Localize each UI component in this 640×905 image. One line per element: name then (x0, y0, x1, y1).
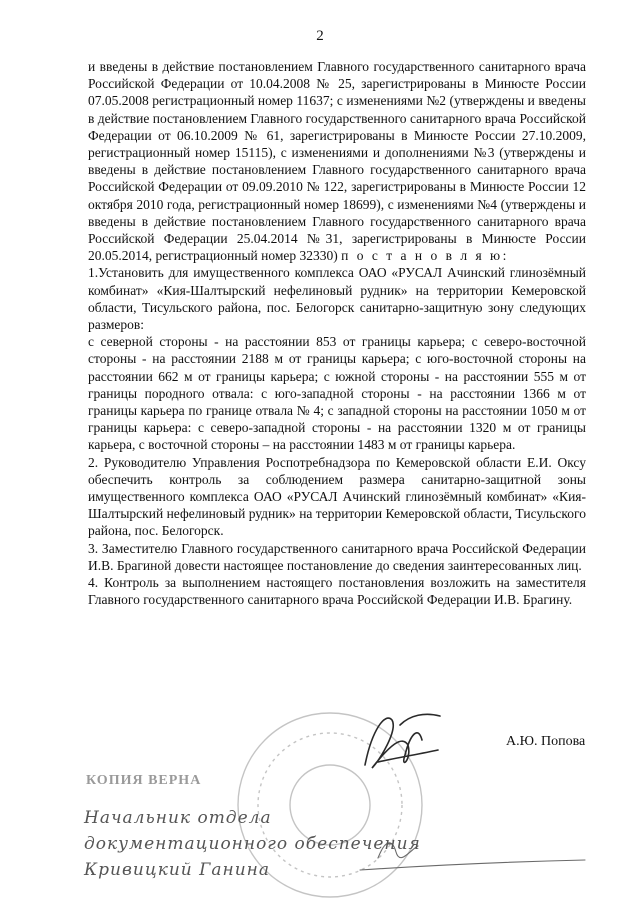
handwritten-line-3: Кривицкий Ганина (84, 860, 271, 880)
handwritten-line-2: документационного обеспечения (84, 834, 421, 854)
paragraph-item-2: 2. Руководителю Управления Роспотребнадзора по Кемеровской области Е.И. Оксу обеспечить контроль за соблюдением размера санитарно-защитной зоны имущественного комплекса ОАО «РУСАЛ Ачинский глинозёмный комбинат» «Кия-Шалтырский нефелиновый рудник» на территории Кемеровской области, Тисульского района, пос. Белогорск. (88, 454, 586, 539)
signatory-name: А.Ю. Попова (506, 734, 586, 749)
director-signature (365, 714, 440, 768)
handwritten-line-1: Начальник отдела (84, 808, 272, 828)
paragraph-intro (88, 58, 586, 264)
paragraph-item-3: 3. Заместителю Главного государственного санитарного врача Российской Федерации И.В. Брагиной довести настоящее постановление до сведения заинтересованных лиц. (88, 540, 586, 573)
document-body (88, 58, 586, 609)
paragraph-item-1: 1.Установить для имущественного комплекса ОАО «РУСАЛ Ачинский глинозёмный комбинат» «Кия-Шалтырский нефелиновый рудник» на территории Кемеровской области, Тисульского района, пос. Белогорск санитарно-защитную зону следующих размеров: (88, 265, 586, 333)
copy-certified-stamp: КОПИЯ ВЕРНА (86, 773, 202, 788)
paragraph-item-4: 4. Контроль за выполнением настоящего постановления возложить на заместителя Главного государственного санитарного врача Российской Федерации И.В. Брагину. (88, 575, 586, 608)
resolve-word: п о с т а н о в л я ю: (341, 248, 509, 264)
page-number: 2 (316, 28, 324, 44)
paragraph-zone-sizes: с северной стороны - на расстоянии 853 от границы карьера; с северо-восточной стороны - на расстоянии 2188 м от границы карьера; с юго-восточной стороны на расстоянии 662 м от границы карьера; с южной стороны - на расстоянии 555 м от границы породного отвала: с юго-западной стороны - на расстоянии 1366 м от границы карьера по границе отвала № 4; с западной стороны на расстоянии 1050 м от границы карьера: с северо-западной стороны - на расстоянии 1320 м от границы карьера, с восточной стороны – на расстоянии 1483 м от границы карьера. (88, 334, 586, 453)
paragraph-intro-text: и введены в действие постановлением Главного государственного санитарного врача Российской Федерации от 10.04.2008 № 25, зарегистрированы в Минюсте России 07.05.2008 регистрационный номер 11637; с изменениями №2 (утверждены и введены в действие постановлением Главного государственного санитарного врача Российской Федерации от 06.10.2009 № 61, зарегистрированы в Минюсте России 27.10.2009, регистрационный номер 15115), с изменениями и дополнениями №3 (утверждены и введены в действие постановлением Главного государственного санитарного врача Российской Федерации от 09.09.2010 № 122, зарегистрированы в Минюсте России 12 октября 2010 года, регистрационный номер 18699), с изменениями №4 (утверждены и введены в действие постановлением Главного государственного санитарного врача Российской Федерации 25.04.2014 №31, зарегистрированы в Минюсте России 20.05.2014, регистрационный номер 32330) (88, 59, 586, 264)
